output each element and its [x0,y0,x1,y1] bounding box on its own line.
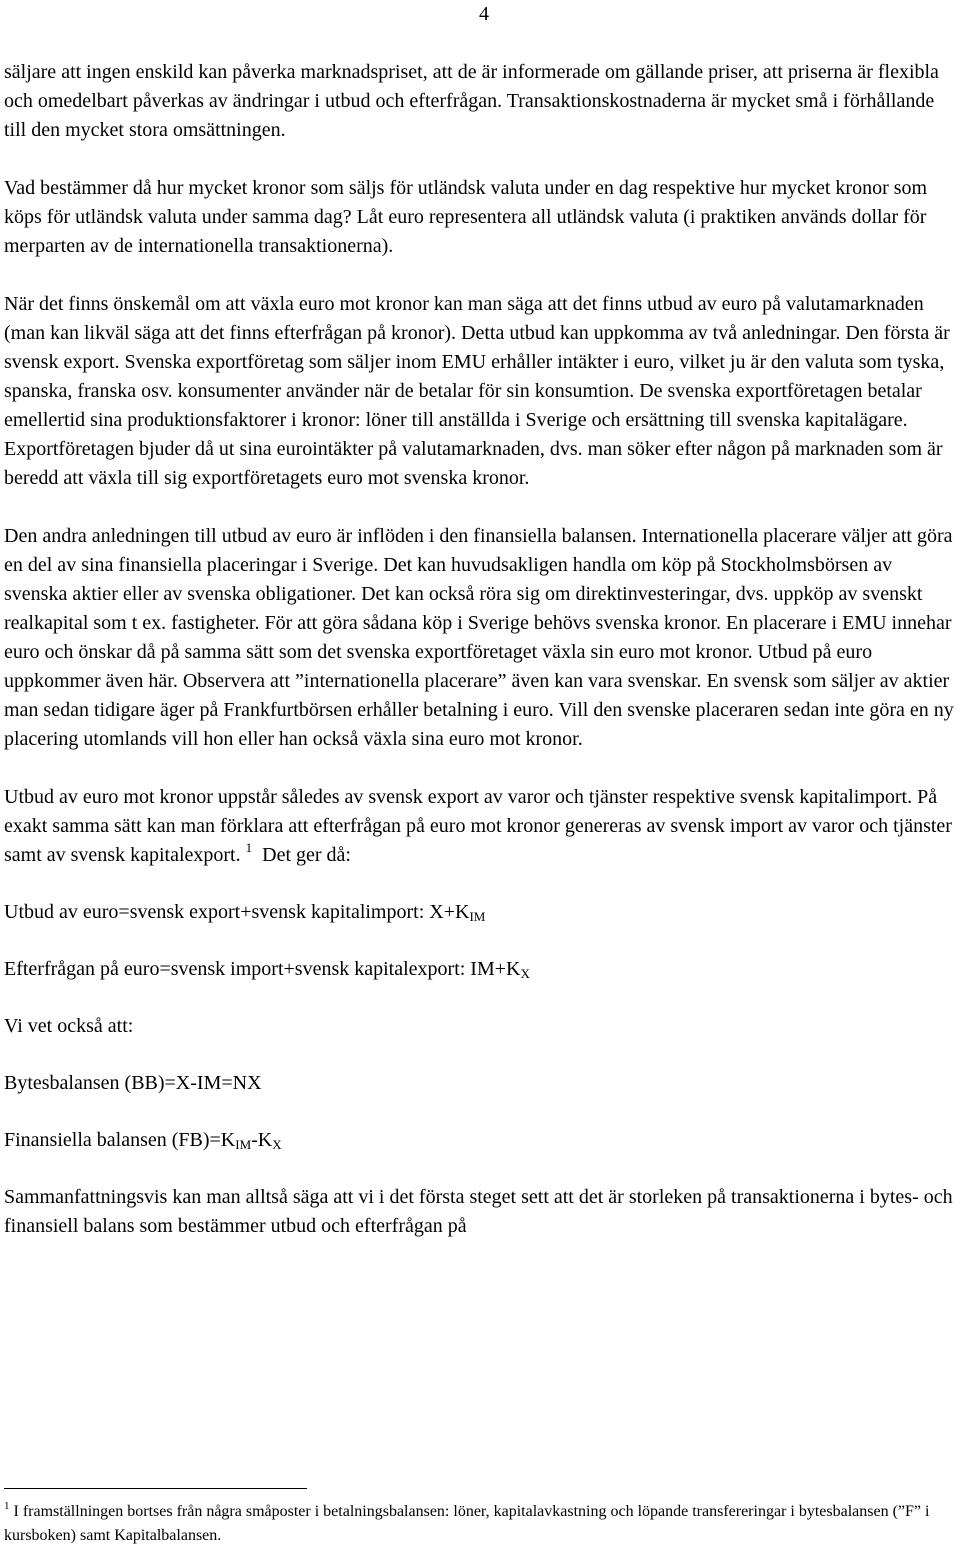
paragraph-1: säljare att ingen enskild kan påverka marknadspriset, att de är informerade om gällande priser, att priserna är flexibla och omedelbart påverkas av ändringar i utbud och efterfrågan. Transaktionskostnaderna är mycket små i förhållande till den mycket stora omsättningen. [4,61,939,141]
equation-financial-balance [4,1126,956,1155]
equation-demand-subscript: X [520,966,530,981]
equation-supply-text: Utbud av euro=svensk export+svensk kapitalimport: X+K [4,901,470,923]
paragraph-5-tail: Det ger då: [252,844,351,866]
equation-supply [4,898,956,927]
document-body [4,58,956,1270]
equation-financial-mid: -K [251,1129,273,1151]
equation-demand-text: Efterfrågan på euro=svensk import+svensk kapitalexport: IM+K [4,958,521,980]
footnote-reference: 1 [245,840,253,855]
equation-supply-subscript: IM [469,909,486,924]
footnote-separator [4,1488,307,1489]
equation-demand [4,955,956,984]
equation-financial-text: Finansiella balansen (FB)=K [4,1129,236,1151]
paragraph-3: När det finns önskemål om att växla euro mot kronor kan man säga att det finns utbud av euro på valutamarknaden (man kan likväl säga att det finns efterfrågan på kronor). Detta utbud kan uppkomma av två anledningar. Den första är svensk export. Svenska exportföretag som säljer inom EMU erhåller intäkter i euro, vilket ju är den valuta som tyska, spanska, franska osv. konsumenter använder när de betalar för sin konsumtion. De svenska exportföretagen betalar emellertid sina produktionsfaktorer i kronor: löner till anställda i Sverige och ersättning till svenska kapitalägare. Exportföretagen bjuder då ut sina eurointäkter på valutamarknaden, dvs. man söker efter någon på marknaden som är beredd att växla till sig exportföretagets euro mot svenska kronor. [4,293,950,489]
footnote-text: I framställningen bortses från några småposter i betalningsbalansen: löner, kapitalavkastning och löpande transfereringar i bytesbalansen (”F” i kursboken) samt Kapitalbalansen. [4,1503,930,1544]
paragraph-4: Den andra anledningen till utbud av euro är inflöden i den finansiella balansen. Internationella placerare väljer att göra en del av sina finansiella placeringar i Sverige. Det kan huvudsakligen handla om köp på Stockholmsbörsen av svenska aktier eller av svenska obligationer. Det kan också röra sig om direktinvesteringar, dvs. uppköp av svenskt realkapital som t ex. fastigheter. För att göra sådana köp i Sverige behövs svenska kronor. En placerare i EMU innehar euro och önskar då på samma sätt som det svenska exportföretaget växla sin euro mot kronor. Utbud på euro uppkommer även här. Observera att ”internationella placerare” även kan vara svenskar. En svensk som säljer av aktier man sedan tidigare äger på Frankfurtbörsen erhåller betalning i euro. Vill den svenske placeraren sedan inte göra en ny placering utomlands vill hon eller han också växla sina euro mot kronor. [4,525,954,750]
paragraph-2: Vad bestämmer då hur mycket kronor som säljs för utländsk valuta under en dag respektive hur mycket kronor som köps för utländsk valuta under samma dag? Låt euro representera all utländsk valuta (i praktiken används dollar för merparten av de internationella transaktionerna). [4,177,928,257]
paragraph-5 [4,783,956,870]
equation-intro: Vi vet också att: [4,1015,134,1037]
page-number: 4 [479,3,489,25]
equation-financial-subscript-x: X [272,1137,282,1152]
footnote [4,1500,956,1548]
equation-current-account: Bytesbalansen (BB)=X-IM=NX [4,1072,262,1094]
summary-paragraph: Sammanfattningsvis kan man alltså säga att vi i det första steget sett att det är storleken på transaktionerna i bytes- och finansiell balans som bestämmer utbud och efterfrågan på [4,1186,953,1237]
footnote-marker: 1 [4,1500,10,1512]
paragraph-5-text: Utbud av euro mot kronor uppstår således av svensk export av varor och tjänster respektive svensk kapitalimport. På exakt samma sätt kan man förklara att efterfrågan på euro mot kronor genereras av svensk import av varor och tjänster samt av svensk kapitalexport. [4,786,952,866]
equation-financial-subscript-im: IM [235,1137,252,1152]
